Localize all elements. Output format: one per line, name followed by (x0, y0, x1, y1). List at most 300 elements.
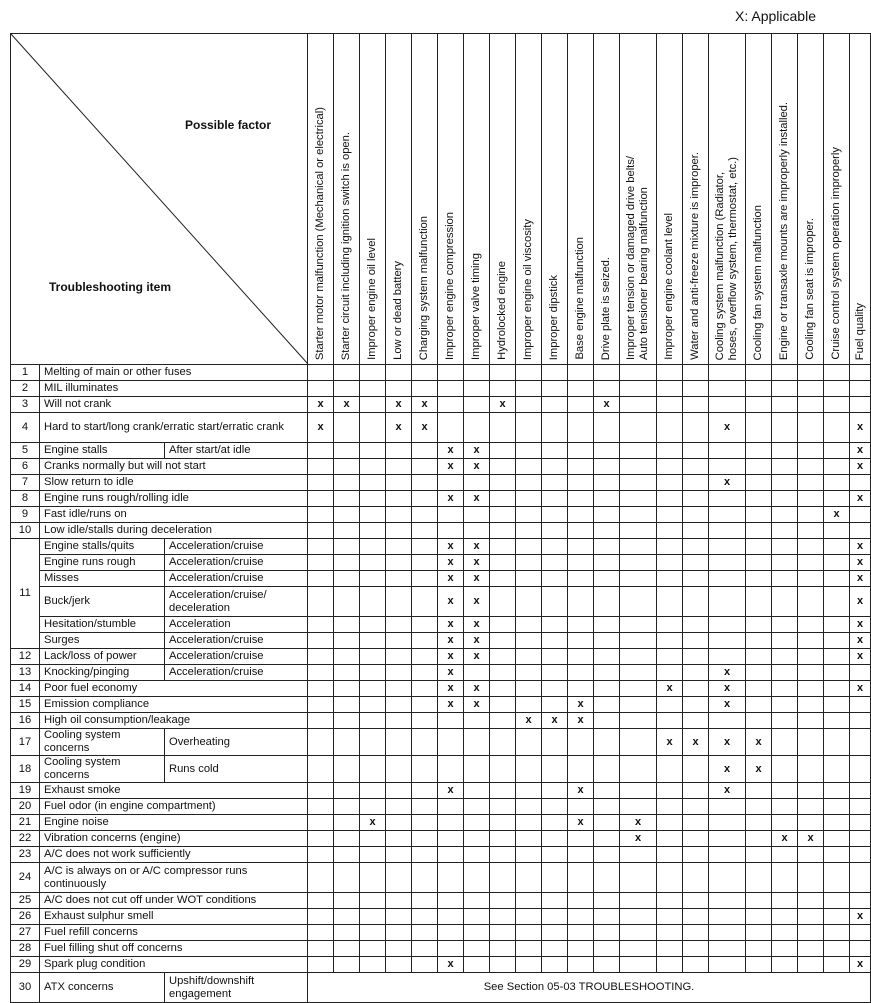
empty-cell (798, 941, 824, 957)
empty-cell (464, 397, 490, 413)
empty-cell (824, 413, 850, 443)
empty-cell (746, 491, 772, 507)
empty-cell (824, 831, 850, 847)
empty-cell (594, 957, 620, 973)
empty-cell (850, 397, 871, 413)
empty-cell (568, 649, 594, 665)
applicable-mark: x (438, 587, 464, 617)
factor-header-4 (412, 34, 438, 365)
applicable-mark: x (438, 633, 464, 649)
empty-cell (683, 941, 709, 957)
empty-cell (464, 729, 490, 756)
empty-cell (412, 507, 438, 523)
empty-cell (594, 799, 620, 815)
empty-cell (709, 957, 746, 973)
empty-cell (850, 665, 871, 681)
troubleshooting-item: Fuel filling shut off concerns (40, 941, 308, 957)
empty-cell (360, 381, 386, 397)
empty-cell (464, 863, 490, 893)
empty-cell (594, 539, 620, 555)
empty-cell (308, 587, 334, 617)
empty-cell (412, 381, 438, 397)
empty-cell (386, 665, 412, 681)
empty-cell (824, 909, 850, 925)
empty-cell (360, 491, 386, 507)
empty-cell (412, 571, 438, 587)
empty-cell (386, 633, 412, 649)
empty-cell (683, 523, 709, 539)
empty-cell (850, 783, 871, 799)
empty-cell (360, 475, 386, 491)
applicable-mark: x (709, 697, 746, 713)
header-corner (11, 34, 308, 365)
empty-cell (516, 756, 542, 783)
empty-cell (360, 799, 386, 815)
empty-cell (746, 941, 772, 957)
troubleshooting-item: Spark plug condition (40, 957, 308, 973)
table-row (11, 941, 871, 957)
empty-cell (516, 633, 542, 649)
empty-cell (657, 925, 683, 941)
empty-cell (412, 847, 438, 863)
empty-cell (308, 925, 334, 941)
empty-cell (568, 539, 594, 555)
empty-cell (620, 633, 657, 649)
empty-cell (657, 381, 683, 397)
empty-cell (772, 783, 798, 799)
row-number: 12 (11, 649, 40, 665)
empty-cell (709, 523, 746, 539)
empty-cell (516, 571, 542, 587)
empty-cell (360, 847, 386, 863)
empty-cell (542, 756, 568, 783)
factor-label: Engine or transaxle mounts are improperly installed. (778, 101, 791, 360)
empty-cell (386, 697, 412, 713)
empty-cell (516, 799, 542, 815)
empty-cell (798, 459, 824, 475)
row-number: 6 (11, 459, 40, 475)
empty-cell (824, 491, 850, 507)
row-number: 8 (11, 491, 40, 507)
empty-cell (308, 863, 334, 893)
empty-cell (620, 491, 657, 507)
empty-cell (620, 893, 657, 909)
empty-cell (412, 665, 438, 681)
empty-cell (683, 365, 709, 381)
troubleshooting-item: Fast idle/runs on (40, 507, 308, 523)
empty-cell (516, 957, 542, 973)
empty-cell (386, 459, 412, 475)
empty-cell (594, 413, 620, 443)
empty-cell (334, 617, 360, 633)
empty-cell (438, 397, 464, 413)
empty-cell (594, 713, 620, 729)
empty-cell (620, 681, 657, 697)
applicable-mark: x (709, 681, 746, 697)
empty-cell (594, 729, 620, 756)
table-row (11, 617, 871, 633)
empty-cell (542, 729, 568, 756)
empty-cell (490, 413, 516, 443)
empty-cell (620, 729, 657, 756)
empty-cell (386, 571, 412, 587)
empty-cell (334, 681, 360, 697)
empty-cell (798, 729, 824, 756)
empty-cell (308, 649, 334, 665)
empty-cell (386, 909, 412, 925)
empty-cell (824, 443, 850, 459)
empty-cell (542, 381, 568, 397)
empty-cell (490, 443, 516, 459)
empty-cell (490, 941, 516, 957)
empty-cell (516, 909, 542, 925)
applicable-mark: x (850, 459, 871, 475)
empty-cell (657, 507, 683, 523)
factor-label: Low or dead battery (392, 261, 405, 360)
empty-cell (490, 459, 516, 475)
troubleshooting-item: Surges (40, 633, 165, 649)
empty-cell (464, 756, 490, 783)
empty-cell (308, 941, 334, 957)
empty-cell (772, 893, 798, 909)
empty-cell (824, 523, 850, 539)
empty-cell (568, 893, 594, 909)
empty-cell (772, 941, 798, 957)
empty-cell (709, 587, 746, 617)
empty-cell (746, 475, 772, 491)
condition: Acceleration/cruise/ deceleration (165, 587, 308, 617)
row-number: 22 (11, 831, 40, 847)
empty-cell (386, 756, 412, 783)
empty-cell (709, 893, 746, 909)
empty-cell (464, 831, 490, 847)
empty-cell (464, 665, 490, 681)
empty-cell (490, 957, 516, 973)
factor-header-10 (568, 34, 594, 365)
applicable-mark: x (772, 831, 798, 847)
empty-cell (334, 925, 360, 941)
empty-cell (657, 587, 683, 617)
empty-cell (412, 681, 438, 697)
empty-cell (386, 713, 412, 729)
row-number: 3 (11, 397, 40, 413)
empty-cell (412, 957, 438, 973)
applicable-mark: x (464, 539, 490, 555)
empty-cell (772, 925, 798, 941)
applicable-mark: x (568, 783, 594, 799)
empty-cell (620, 697, 657, 713)
condition: After start/at idle (165, 443, 308, 459)
empty-cell (772, 729, 798, 756)
empty-cell (334, 941, 360, 957)
empty-cell (657, 713, 683, 729)
empty-cell (850, 713, 871, 729)
table-row (11, 729, 871, 756)
empty-cell (542, 555, 568, 571)
applicable-mark: x (464, 697, 490, 713)
empty-cell (542, 491, 568, 507)
empty-cell (386, 555, 412, 571)
empty-cell (438, 729, 464, 756)
table-row (11, 863, 871, 893)
empty-cell (516, 847, 542, 863)
empty-cell (850, 847, 871, 863)
empty-cell (746, 397, 772, 413)
empty-cell (568, 633, 594, 649)
empty-cell (657, 815, 683, 831)
factor-header-0 (308, 34, 334, 365)
factor-label: Cooling fan seat is improper. (804, 218, 817, 360)
empty-cell (360, 783, 386, 799)
empty-cell (542, 443, 568, 459)
empty-cell (746, 649, 772, 665)
condition: Acceleration/cruise (165, 665, 308, 681)
empty-cell (412, 783, 438, 799)
empty-cell (334, 697, 360, 713)
empty-cell (746, 523, 772, 539)
empty-cell (798, 957, 824, 973)
empty-cell (386, 925, 412, 941)
empty-cell (798, 783, 824, 799)
empty-cell (824, 925, 850, 941)
empty-cell (412, 815, 438, 831)
empty-cell (683, 633, 709, 649)
empty-cell (683, 443, 709, 459)
row-number: 14 (11, 681, 40, 697)
empty-cell (542, 909, 568, 925)
empty-cell (657, 555, 683, 571)
factor-label: Improper dipstick (548, 274, 561, 360)
empty-cell (850, 925, 871, 941)
empty-cell (798, 893, 824, 909)
empty-cell (334, 713, 360, 729)
troubleshooting-item: Slow return to idle (40, 475, 308, 491)
empty-cell (360, 507, 386, 523)
empty-cell (438, 831, 464, 847)
empty-cell (568, 397, 594, 413)
empty-cell (709, 507, 746, 523)
empty-cell (360, 459, 386, 475)
empty-cell (683, 413, 709, 443)
empty-cell (620, 413, 657, 443)
empty-cell (464, 713, 490, 729)
troubleshooting-table (10, 33, 871, 1003)
applicable-mark: x (620, 831, 657, 847)
empty-cell (490, 539, 516, 555)
empty-cell (798, 633, 824, 649)
empty-cell (308, 681, 334, 697)
empty-cell (360, 413, 386, 443)
factor-header-3 (386, 34, 412, 365)
row-number: 13 (11, 665, 40, 681)
empty-cell (490, 729, 516, 756)
empty-cell (516, 665, 542, 681)
empty-cell (824, 633, 850, 649)
factor-header-9 (542, 34, 568, 365)
factor-label: Cooling system malfunction (Radiator, hoses, overflow system, thermostat, etc.) (714, 156, 740, 360)
empty-cell (360, 397, 386, 413)
empty-cell (412, 697, 438, 713)
empty-cell (490, 523, 516, 539)
applicable-mark: x (464, 633, 490, 649)
empty-cell (516, 365, 542, 381)
factor-label: Improper engine coolant level (663, 213, 676, 360)
applicable-mark: x (386, 397, 412, 413)
empty-cell (308, 665, 334, 681)
empty-cell (438, 863, 464, 893)
empty-cell (772, 571, 798, 587)
applicable-mark: x (438, 443, 464, 459)
empty-cell (746, 925, 772, 941)
empty-cell (542, 507, 568, 523)
empty-cell (334, 365, 360, 381)
empty-cell (542, 397, 568, 413)
empty-cell (620, 863, 657, 893)
empty-cell (360, 665, 386, 681)
table-row (11, 587, 871, 617)
empty-cell (386, 681, 412, 697)
empty-cell (412, 756, 438, 783)
empty-cell (334, 507, 360, 523)
empty-cell (412, 633, 438, 649)
empty-cell (568, 665, 594, 681)
applicable-mark: x (464, 459, 490, 475)
empty-cell (360, 831, 386, 847)
empty-cell (620, 365, 657, 381)
empty-cell (657, 957, 683, 973)
troubleshooting-item: Lack/loss of power (40, 649, 165, 665)
empty-cell (709, 925, 746, 941)
empty-cell (683, 649, 709, 665)
empty-cell (657, 941, 683, 957)
troubleshooting-item: Hesitation/stumble (40, 617, 165, 633)
applicable-mark: x (308, 413, 334, 443)
empty-cell (772, 587, 798, 617)
table-row (11, 459, 871, 475)
empty-cell (798, 587, 824, 617)
empty-cell (308, 475, 334, 491)
empty-cell (568, 925, 594, 941)
applicable-mark: x (850, 443, 871, 459)
empty-cell (657, 571, 683, 587)
empty-cell (412, 539, 438, 555)
empty-cell (308, 459, 334, 475)
applicable-mark: x (438, 783, 464, 799)
troubleshooting-item: Exhaust sulphur smell (40, 909, 308, 925)
empty-cell (709, 443, 746, 459)
empty-cell (824, 713, 850, 729)
empty-cell (490, 507, 516, 523)
empty-cell (620, 617, 657, 633)
troubleshooting-item: Knocking/pinging (40, 665, 165, 681)
empty-cell (594, 863, 620, 893)
troubleshooting-item: Engine stalls (40, 443, 165, 459)
empty-cell (657, 365, 683, 381)
factor-label: Charging system malfunction (418, 215, 431, 360)
empty-cell (620, 539, 657, 555)
empty-cell (746, 459, 772, 475)
troubleshooting-item-label: Troubleshooting item (49, 280, 171, 294)
empty-cell (709, 617, 746, 633)
empty-cell (657, 799, 683, 815)
empty-cell (798, 539, 824, 555)
empty-cell (490, 665, 516, 681)
empty-cell (308, 523, 334, 539)
applicable-mark: x (438, 571, 464, 587)
table-row (11, 925, 871, 941)
empty-cell (798, 617, 824, 633)
empty-cell (746, 713, 772, 729)
empty-cell (824, 863, 850, 893)
troubleshooting-item: Fuel refill concerns (40, 925, 308, 941)
empty-cell (360, 539, 386, 555)
empty-cell (438, 815, 464, 831)
empty-cell (620, 941, 657, 957)
empty-cell (464, 523, 490, 539)
empty-cell (798, 697, 824, 713)
empty-cell (620, 847, 657, 863)
empty-cell (683, 539, 709, 555)
empty-cell (412, 443, 438, 459)
empty-cell (386, 847, 412, 863)
empty-cell (490, 681, 516, 697)
empty-cell (772, 681, 798, 697)
empty-cell (824, 893, 850, 909)
row-number: 19 (11, 783, 40, 799)
empty-cell (568, 831, 594, 847)
empty-cell (798, 815, 824, 831)
empty-cell (798, 397, 824, 413)
empty-cell (709, 649, 746, 665)
empty-cell (412, 925, 438, 941)
empty-cell (824, 365, 850, 381)
empty-cell (516, 815, 542, 831)
row-number: 30 (11, 973, 40, 1003)
applicable-mark: x (464, 587, 490, 617)
row-number: 25 (11, 893, 40, 909)
empty-cell (709, 713, 746, 729)
empty-cell (464, 475, 490, 491)
empty-cell (594, 925, 620, 941)
empty-cell (568, 491, 594, 507)
empty-cell (568, 507, 594, 523)
empty-cell (438, 925, 464, 941)
empty-cell (620, 555, 657, 571)
empty-cell (334, 649, 360, 665)
empty-cell (490, 713, 516, 729)
empty-cell (594, 475, 620, 491)
factor-label: Cruise control system operation improperly (830, 147, 843, 360)
diagonal-line (11, 34, 308, 364)
empty-cell (568, 475, 594, 491)
factor-label: Base engine malfunction (574, 237, 587, 360)
empty-cell (798, 523, 824, 539)
applicable-mark: x (709, 783, 746, 799)
empty-cell (412, 475, 438, 491)
empty-cell (772, 539, 798, 555)
empty-cell (850, 799, 871, 815)
empty-cell (308, 831, 334, 847)
applicable-mark: x (594, 397, 620, 413)
empty-cell (386, 815, 412, 831)
empty-cell (798, 847, 824, 863)
empty-cell (360, 617, 386, 633)
empty-cell (709, 909, 746, 925)
empty-cell (798, 507, 824, 523)
empty-cell (709, 365, 746, 381)
empty-cell (490, 365, 516, 381)
empty-cell (412, 941, 438, 957)
